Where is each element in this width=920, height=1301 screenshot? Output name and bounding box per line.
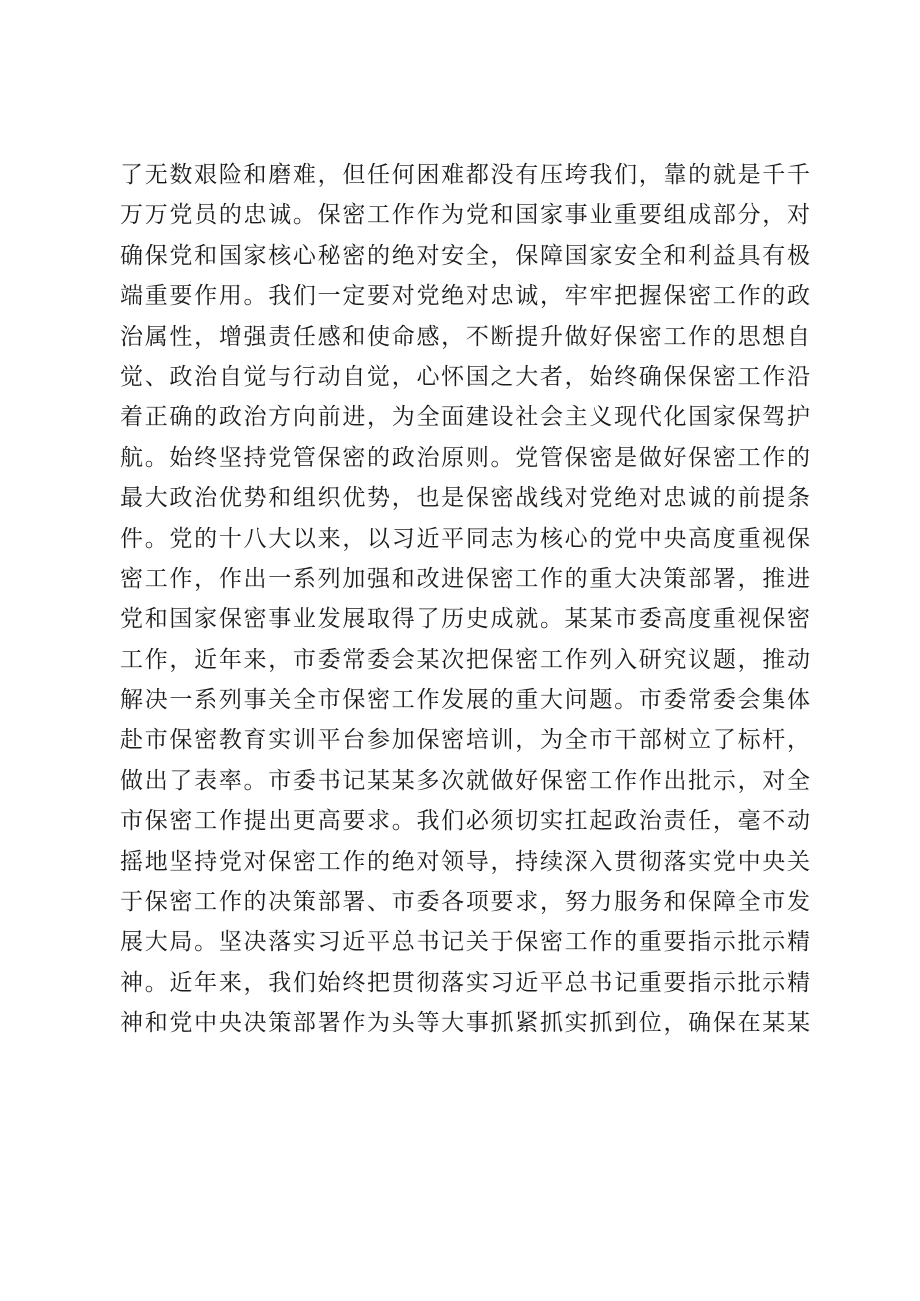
text-line: 工作，近年来，市委常委会某次把保密工作列入研究议题，推动	[120, 646, 810, 673]
text-line: 件。党的十八大以来，以习近平同志为核心的党中央高度重视保	[120, 525, 810, 552]
text-line: 觉、政治自觉与行动自觉，心怀国之大者，始终确保保密工作沿	[120, 363, 810, 390]
text-line: 做出了表率。市委书记某某多次就做好保密工作作出批示，对全	[120, 767, 810, 794]
text-line: 密工作，作出一系列加强和改进保密工作的重大决策部署，推进	[120, 565, 810, 592]
text-line: 了无数艰险和磨难，但任何困难都没有压垮我们，靠的就是千千	[120, 162, 810, 188]
text-line: 万万党员的忠诚。保密工作作为党和国家事业重要组成部分，对	[120, 202, 810, 229]
text-line: 摇地坚持党对保密工作的绝对领导，持续深入贯彻落实党中央关	[120, 848, 810, 875]
text-line: 解决一系列事关全市保密工作发展的重大问题。市委常委会集体	[120, 687, 810, 714]
text-line: 展大局。坚决落实习近平总书记关于保密工作的重要指示批示精	[120, 929, 810, 956]
text-line: 于保密工作的决策部署、市委各项要求，努力服务和保障全市发	[120, 889, 810, 916]
text-line: 党和国家保密事业发展取得了历史成就。某某市委高度重视保密	[120, 606, 810, 633]
text-line: 市保密工作提出更高要求。我们必须切实扛起政治责任，毫不动	[120, 808, 810, 835]
text-line: 赴市保密教育实训平台参加保密培训，为全市干部树立了标杆，	[120, 727, 810, 754]
text-line: 端重要作用。我们一定要对党绝对忠诚，牢牢把握保密工作的政	[120, 283, 810, 310]
text-line: 航。始终坚持党管保密的政治原则。党管保密是做好保密工作的	[120, 444, 810, 471]
text-line: 神。近年来，我们始终把贯彻落实习近平总书记重要指示批示精	[120, 969, 810, 996]
text-line: 最大政治优势和组织优势，也是保密战线对党绝对忠诚的前提条	[120, 485, 810, 512]
text-line: 着正确的政治方向前进，为全面建设社会主义现代化国家保驾护	[120, 404, 810, 431]
text-line: 治属性，增强责任感和使命感，不断提升做好保密工作的思想自	[120, 323, 810, 350]
text-line: 确保党和国家核心秘密的绝对安全，保障国家安全和利益具有极	[120, 242, 810, 269]
body-text	[120, 155, 810, 1044]
text-line: 神和党中央决策部署作为头等大事抓紧抓实抓到位，确保在某某	[120, 1010, 810, 1037]
